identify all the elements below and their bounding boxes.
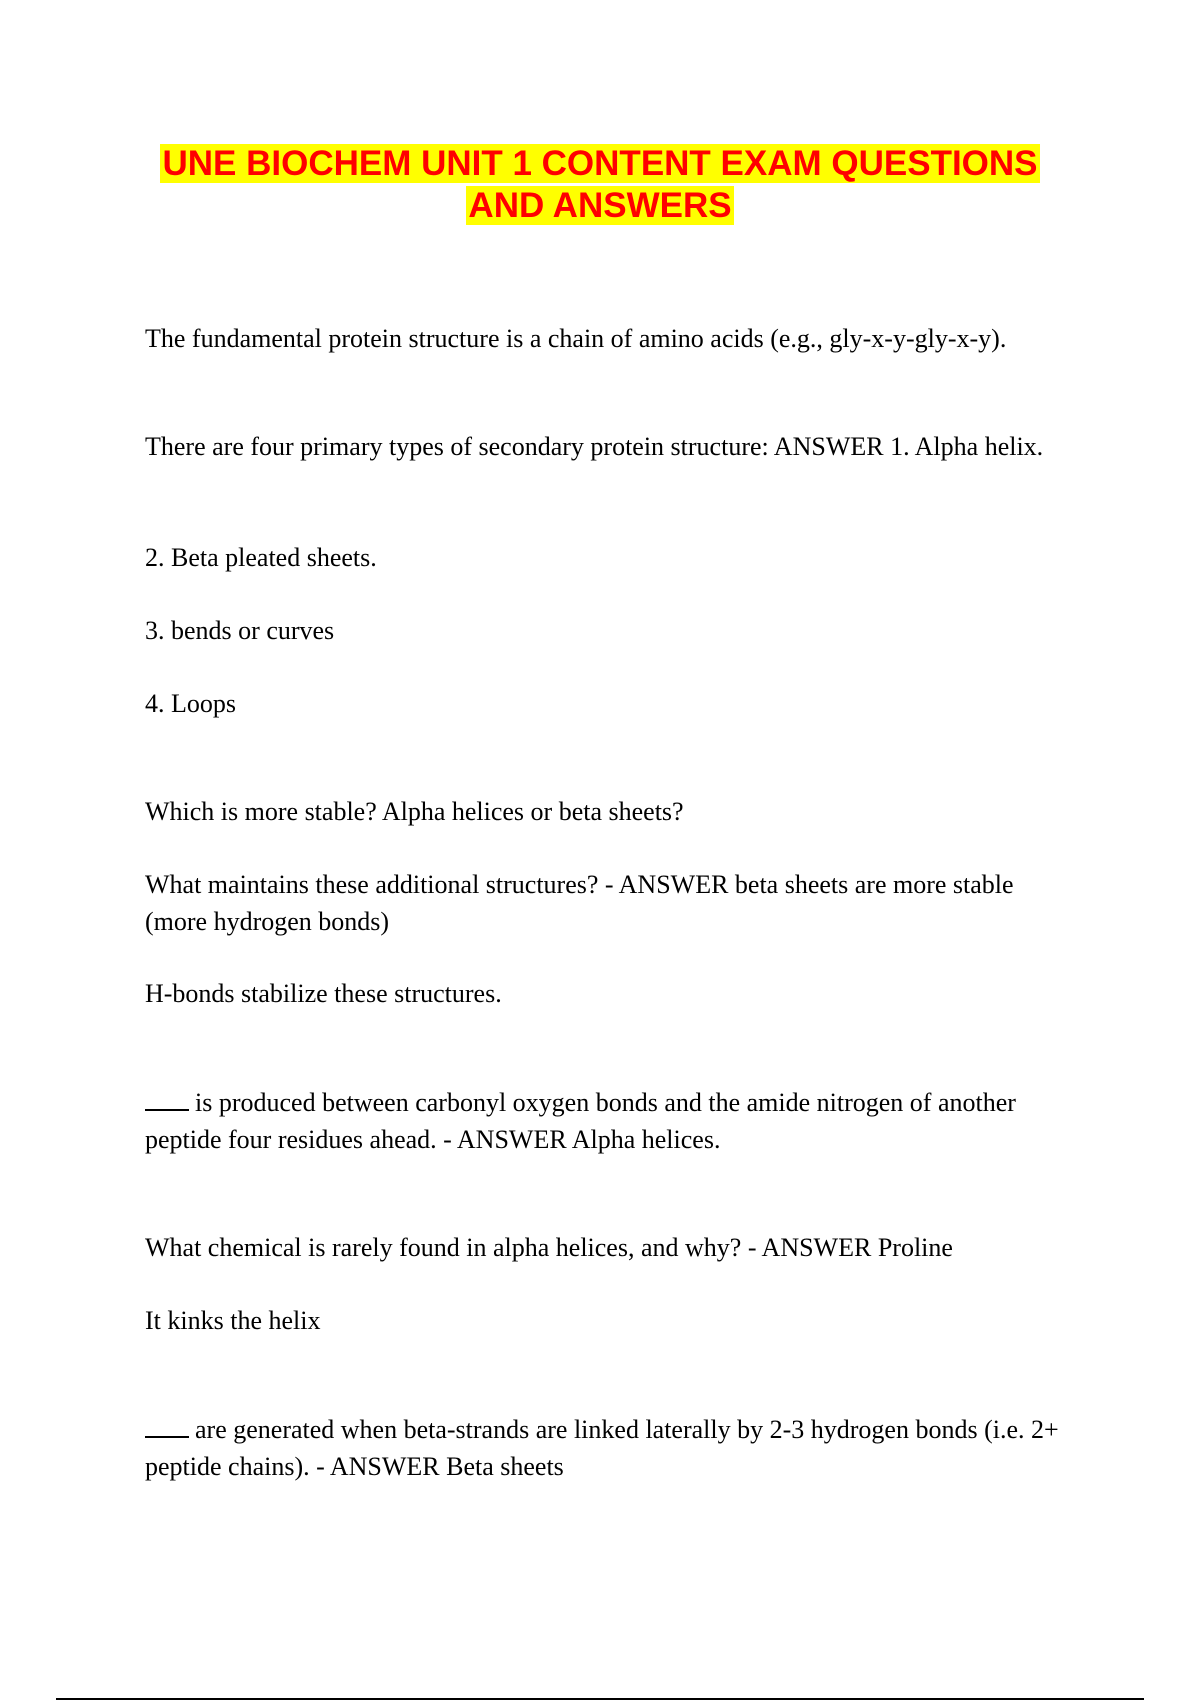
question-maintains-structures: What maintains these additional structures? - ANSWER beta sheets are more stable (more hydrogen bonds) [145, 870, 1014, 936]
question-beta-sheets-text: are generated when beta-strands are linked laterally by 2-3 hydrogen bonds (i.e. 2+ peptide chains). - ANSWER Beta sheets [145, 1415, 1059, 1481]
question-stability: Which is more stable? Alpha helices or beta sheets? [145, 797, 684, 826]
answer-kinks-helix: It kinks the helix [145, 1306, 321, 1335]
list-item-beta-sheets: 2. Beta pleated sheets. [145, 543, 377, 572]
paragraph-secondary-types: There are four primary types of secondary protein structure: ANSWER 1. Alpha helix. [145, 432, 1044, 461]
fill-in-blank [145, 1089, 189, 1111]
question-alpha-helices-text: is produced between carbonyl oxygen bonds and the amide nitrogen of another peptide four residues ahead. - ANSWER Alpha helices. [145, 1088, 1016, 1154]
list-item-bends: 3. bends or curves [145, 616, 335, 645]
fill-in-blank [145, 1416, 189, 1438]
question-beta-sheets [145, 1411, 1060, 1485]
question-alpha-helices [145, 1084, 1060, 1158]
title-line-2: AND ANSWERS [468, 186, 732, 225]
list-item-loops: 4. Loops [145, 689, 236, 718]
paragraph-h-bonds: H-bonds stabilize these structures. [145, 979, 502, 1008]
title-line-1: UNE BIOCHEM UNIT 1 CONTENT EXAM QUESTIONS [162, 144, 1038, 183]
paragraph-protein-structure: The fundamental protein structure is a chain of amino acids (e.g., gly-x-y-gly-x-y). [145, 324, 1007, 353]
question-proline: What chemical is rarely found in alpha helices, and why? - ANSWER Proline [145, 1233, 953, 1262]
document-title [140, 143, 1060, 227]
